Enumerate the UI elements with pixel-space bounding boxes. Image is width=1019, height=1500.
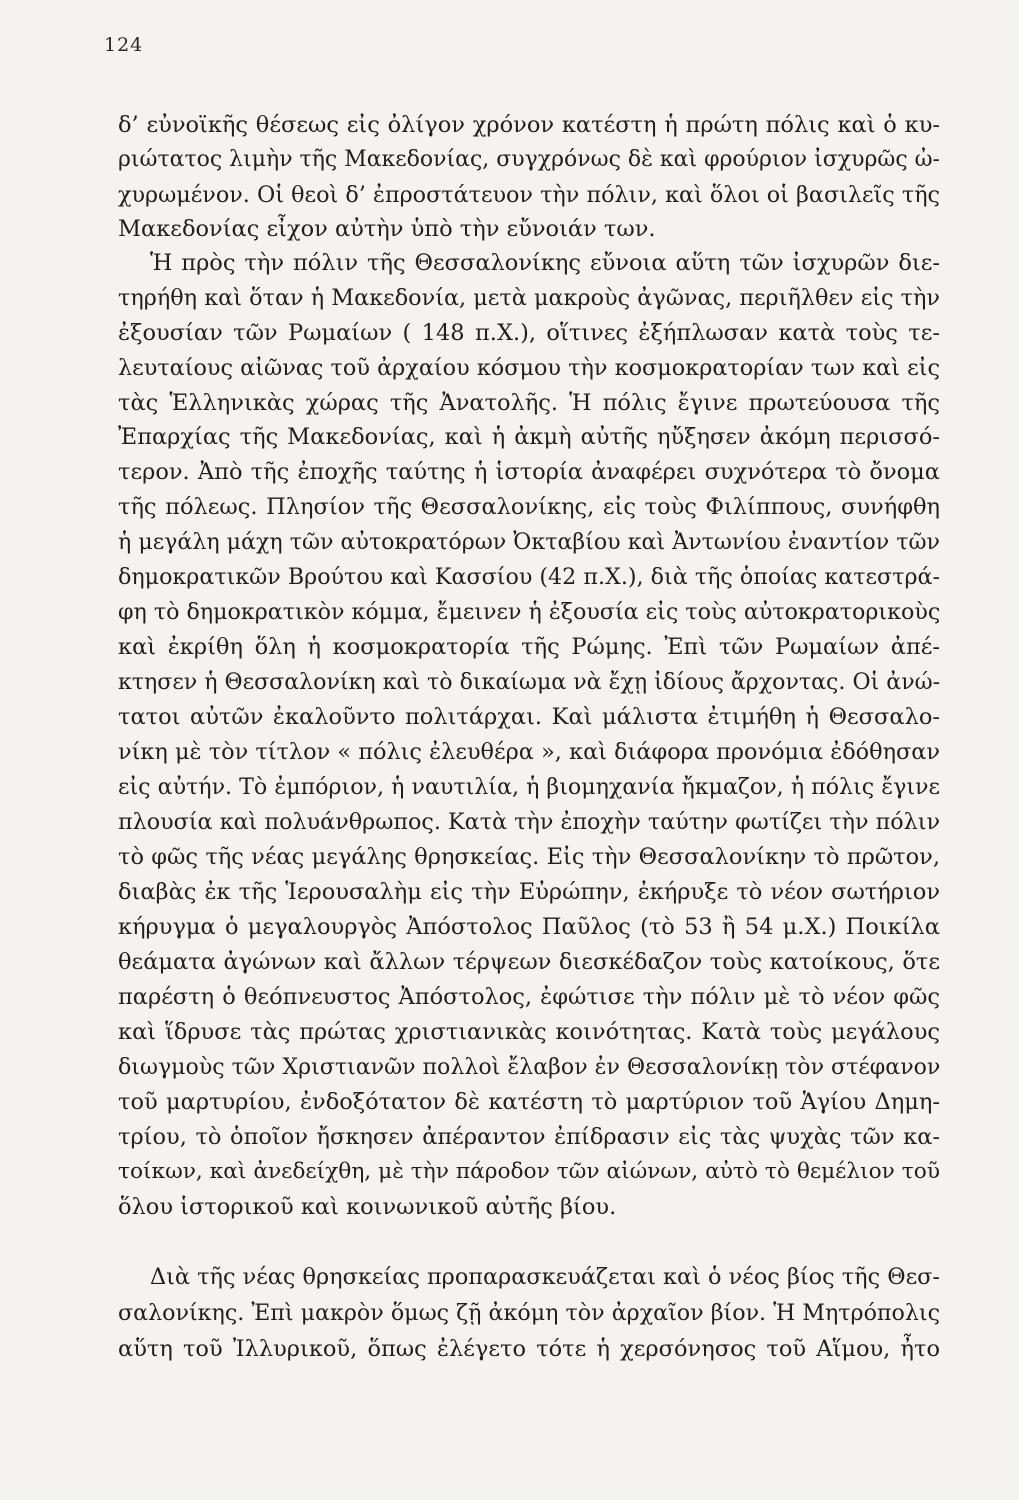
text-line: ἡ μεγάλη μάχη τῶν αὐτοκρατόρων Ὀκταβίου καὶ Ἀντωνίου ἐναντίον τῶν (118, 529, 940, 555)
text-line: νίκη μὲ τὸν τίτλον « πόλις ἐλευθέρα », καὶ διάφορα προνόμια ἐδόθησαν (118, 739, 940, 765)
text-line: σαλονίκης. Ἐπὶ μακρὸν ὅμως ζῇ ἀκόμη τὸν ἀρχαῖον βίον. Ἡ Μητρόπολις (118, 1300, 940, 1326)
text-line: κτησεν ἡ Θεσσαλονίκη καὶ τὸ δικαίωμα νὰ ἔχῃ ἰδίους ἄρχοντας. Οἱ ἀνώ- (118, 669, 941, 695)
text-line: τοῦ μαρτυρίου, ἐνδοξότατον δὲ κατέστη τὸ μαρτύριον τοῦ Ἁγίου Δημη- (118, 1089, 940, 1115)
text-line: χυρωμένον. Οἱ θεοὶ δ’ ἐπροστάτευον τὴν πόλιν, καὶ ὅλοι οἱ βασιλεῖς τῆς (118, 182, 940, 208)
text-line: θεάματα ἀγώνων καὶ ἄλλων τέρψεων διεσκέδαζον τοὺς κατοίκους, ὅτε (118, 949, 940, 975)
text-line: τοίκων, καὶ ἀνεδείχθη, μὲ τὴν πάροδον τῶν αἰώνων, αὐτὸ τὸ θεμέλιον τοῦ (118, 1159, 940, 1184)
text-line: αὕτη τοῦ Ἰλλυρικοῦ, ὅπως ἐλέγετο τότε ἡ χερσόνησος τοῦ Αἵμου, ἦτο (118, 1336, 940, 1362)
text-line: εἰς αὐτήν. Τὸ ἐμπόριον, ἡ ναυτιλία, ἡ βιομηχανία ἤκμαζον, ἡ πόλις ἔγινε (118, 774, 940, 800)
text-line: διαβὰς ἐκ τῆς Ἱερουσαλὴμ εἰς τὴν Εὐρώπην, ἐκήρυξε τὸ νέον σωτήριον (118, 879, 940, 905)
text-line: καὶ ἵδρυσε τὰς πρώτας χριστιανικὰς κοινότητας. Κατὰ τοὺς μεγάλους (118, 1019, 940, 1045)
text-line: λευταίους αἰῶνας τοῦ ἀρχαίου κόσμου τὴν κοσμοκρατορίαν των καὶ εἰς (118, 355, 940, 381)
text-line: κήρυγμα ὁ μεγαλουργὸς Ἀπόστολος Παῦλος (τὸ 53 ἢ 54 μ.Χ.) Ποικίλα (118, 914, 940, 940)
text-line: τῆς πόλεως. Πλησίον τῆς Θεσσαλονίκης, εἰς τοὺς Φιλίππους, συνήφθη (118, 494, 940, 520)
text-line: ὅλου ἱστορικοῦ καὶ κοινωνικοῦ αὐτῆς βίου. (118, 1194, 617, 1220)
text-line: ριώτατος λιμὴν τῆς Μακεδονίας, συγχρόνως δὲ καὶ φρούριον ἰσχυρῶς ὠ- (118, 147, 940, 172)
text-line: Διὰ τῆς νέας θρησκείας προπαρασκευάζεται καὶ ὁ νέος βίος τῆς Θεσ- (150, 1264, 940, 1290)
text-line: τὰς Ἑλληνικὰς χώρας τῆς Ἀνατολῆς. Ἡ πόλις ἔγινε πρωτεύουσα τῆς (118, 390, 940, 416)
text-line: καὶ ἐκρίθη ὅλη ἡ κοσμοκρατορία τῆς Ρώμης. Ἐπὶ τῶν Ρωμαίων ἀπέ- (118, 634, 940, 660)
text-line: τὸ φῶς τῆς νέας μεγάλης θρησκείας. Εἰς τὴν Θεσσαλονίκην τὸ πρῶτον, (118, 844, 940, 870)
text-line: τρίου, τὸ ὁποῖον ἤσκησεν ἀπέραντον ἐπίδρασιν εἰς τὰς ψυχὰς τῶν κα- (118, 1124, 940, 1150)
text-line: φη τὸ δημοκρατικὸν κόμμα, ἔμεινεν ἡ ἐξουσία εἰς τοὺς αὐτοκρατορικοὺς (118, 599, 941, 625)
page-number: 124 (104, 34, 144, 56)
text-line: τερον. Ἀπὸ τῆς ἐποχῆς ταύτης ἡ ἱστορία ἀναφέρει συχνότερα τὸ ὄνομα (118, 459, 940, 485)
text-line: πλουσία καὶ πολυάνθρωπος. Κατὰ τὴν ἐποχὴν ταύτην φωτίζει τὴν πόλιν (118, 809, 940, 835)
text-line: ἐξουσίαν τῶν Ρωμαίων ( 148 π.Χ.), οἵτινες ἐξήπλωσαν κατὰ τοὺς τε- (118, 320, 940, 346)
text-line: τατοι αὐτῶν ἐκαλοῦντο πολιτάρχαι. Καὶ μάλιστα ἐτιμήθη ἡ Θεσσαλο- (118, 704, 940, 730)
text-line: δ’ εὐνοϊκῆς θέσεως εἰς ὀλίγον χρόνον κατέστη ἡ πρώτη πόλις καὶ ὁ κυ- (118, 112, 940, 138)
text-line: Μακεδονίας εἶχον αὐτὴν ὑπὸ τὴν εὔνοιάν των. (118, 216, 656, 242)
text-line: παρέστη ὁ θεόπνευστος Ἀπόστολος, ἐφώτισε τὴν πόλιν μὲ τὸ νέον φῶς (118, 984, 940, 1010)
text-line: Ἡ πρὸς τὴν πόλιν τῆς Θεσσαλονίκης εὔνοια αὕτη τῶν ἰσχυρῶν διε- (150, 250, 940, 276)
text-line: τηρήθη καὶ ὅταν ἡ Μακεδονία, μετὰ μακροὺς ἀγῶνας, περιῆλθεν εἰς τὴν (118, 285, 940, 311)
text-line: διωγμοὺς τῶν Χριστιανῶν πολλοὶ ἔλαβον ἐν Θεσσαλονίκῃ τὸν στέφανον (118, 1054, 941, 1080)
text-line: Ἐπαρχίας τῆς Μακεδονίας, καὶ ἡ ἀκμὴ αὐτῆς ηὔξησεν ἀκόμη περισσό- (118, 424, 940, 450)
text-line: δημοκρατικῶν Βρούτου καὶ Κασσίου (42 π.Χ.), διὰ τῆς ὁποίας κατεστρά- (118, 564, 940, 590)
